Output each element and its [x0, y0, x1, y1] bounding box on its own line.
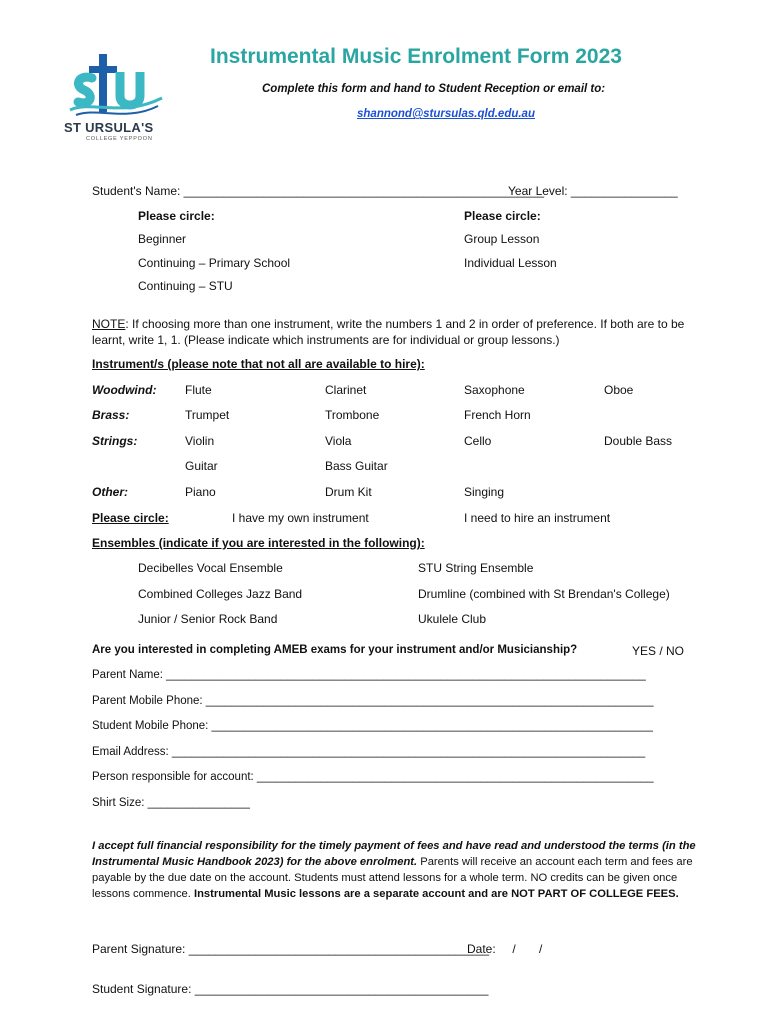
instrument-trumpet[interactable]: Trumpet	[185, 408, 230, 422]
parent-name-field[interactable]: Parent Name: ___________________________________________________________________________	[92, 669, 646, 681]
terms-fees-note: Instrumental Music lessons are a separate account and are NOT PART OF COLLEGE FEES.	[193, 888, 679, 900]
instrument-clarinet[interactable]: Clarinet	[325, 383, 367, 397]
terms-acceptance: I accept full financial responsibility for the timely payment of fees and have read and understood the terms (in the Instrumental Music Handbook 2023) for the above enrolment.	[92, 840, 696, 868]
instrument-drum-kit[interactable]: Drum Kit	[325, 485, 372, 499]
ameb-answer[interactable]: YES / NO	[632, 644, 685, 658]
option-continuing-primary[interactable]: Continuing – Primary School	[138, 256, 291, 270]
logo-name: ST URSULA'S	[64, 120, 154, 135]
note-label: NOTE	[92, 317, 126, 331]
instrument-flute[interactable]: Flute	[185, 383, 212, 397]
instrument-bass-guitar[interactable]: Bass Guitar	[325, 459, 388, 473]
college-logo	[62, 52, 170, 144]
page-title: Instrumental Music Enrolment Form 2023	[210, 45, 622, 68]
instrument-guitar[interactable]: Guitar	[185, 459, 218, 473]
parent-signature-field[interactable]: Parent Signature: _____________________________________________	[92, 942, 490, 956]
option-individual-lesson[interactable]: Individual Lesson	[464, 256, 557, 270]
account-person-field[interactable]: Person responsible for account: ______________________________________________________________	[92, 771, 654, 783]
logo-subtitle: COLLEGE YEPPOON	[86, 136, 153, 142]
ameb-question: Are you interested in completing AMEB exams for your instrument and/or Musicianship?	[92, 644, 578, 656]
instrument-singing[interactable]: Singing	[464, 485, 505, 499]
strings-label: Strings:	[92, 434, 138, 448]
instrument-violin[interactable]: Violin	[185, 434, 215, 448]
instrument-french-horn[interactable]: French Horn	[464, 408, 531, 422]
brass-label: Brass:	[92, 408, 130, 422]
student-name-field[interactable]: Student's Name: ______________________________________________________	[92, 184, 545, 198]
email-address-field[interactable]: Email Address: __________________________________________________________________________	[92, 746, 646, 758]
email-link[interactable]: shannond@stursulas.qld.edu.au	[357, 108, 535, 120]
student-mobile-field[interactable]: Student Mobile Phone: _____________________________________________________________________	[92, 720, 653, 732]
woodwind-label: Woodwind:	[92, 383, 157, 397]
instrument-double-bass[interactable]: Double Bass	[604, 434, 673, 448]
note-paragraph	[92, 316, 688, 348]
instruments-heading: Instrument/s (please note that not all are available to hire):	[92, 357, 425, 371]
terms-details: Parents will receive an account each term and fees are payable by the due date on the account. Students must attend lessons for a whole term. NO credits can be given once lessons commence.	[92, 856, 693, 900]
option-beginner[interactable]: Beginner	[138, 232, 187, 246]
ensemble-string[interactable]: STU String Ensemble	[418, 561, 534, 575]
form-instruction: Complete this form and hand to Student Reception or email to:	[262, 83, 606, 95]
other-label: Other:	[92, 485, 128, 499]
note-text: : If choosing more than one instrument, write the numbers 1 and 2 in order of preference. If both are to be learnt, write 1, 1. (Please indicate which instruments are for individual or group lessons.)	[92, 317, 685, 347]
lesson-circle-heading: Please circle:	[464, 209, 541, 223]
option-own-instrument[interactable]: I have my own instrument	[232, 511, 369, 525]
option-group-lesson[interactable]: Group Lesson	[464, 232, 540, 246]
instrument-saxophone[interactable]: Saxophone	[464, 383, 525, 397]
ensemble-drumline[interactable]: Drumline (combined with St Brendan's College)	[418, 587, 670, 601]
ensemble-jazz-band[interactable]: Combined Colleges Jazz Band	[138, 587, 303, 601]
instrument-oboe[interactable]: Oboe	[604, 383, 634, 397]
date-field[interactable]: Date: / /	[467, 942, 543, 956]
shirt-size-field[interactable]: Shirt Size: ________________	[92, 797, 250, 809]
option-hire-instrument[interactable]: I need to hire an instrument	[464, 511, 611, 525]
ensemble-decibelles[interactable]: Decibelles Vocal Ensemble	[138, 561, 283, 575]
year-level-field[interactable]: Year Level: ________________	[508, 184, 678, 198]
ensembles-heading: Ensembles (indicate if you are interested in the following):	[92, 536, 425, 550]
hire-circle-heading: Please circle:	[92, 511, 169, 525]
student-signature-field[interactable]: Student Signature: ____________________________________________	[92, 982, 489, 996]
instrument-trombone[interactable]: Trombone	[325, 408, 380, 422]
instrument-viola[interactable]: Viola	[325, 434, 352, 448]
instrument-cello[interactable]: Cello	[464, 434, 492, 448]
logo-emblem-icon	[62, 52, 170, 120]
level-circle-heading: Please circle:	[138, 209, 215, 223]
terms-paragraph	[92, 838, 696, 902]
instrument-piano[interactable]: Piano	[185, 485, 216, 499]
ensemble-rock-band[interactable]: Junior / Senior Rock Band	[138, 612, 278, 626]
option-continuing-stu[interactable]: Continuing – STU	[138, 279, 233, 293]
parent-mobile-field[interactable]: Parent Mobile Phone: ______________________________________________________________________	[92, 695, 654, 707]
ensemble-ukulele[interactable]: Ukulele Club	[418, 612, 487, 626]
